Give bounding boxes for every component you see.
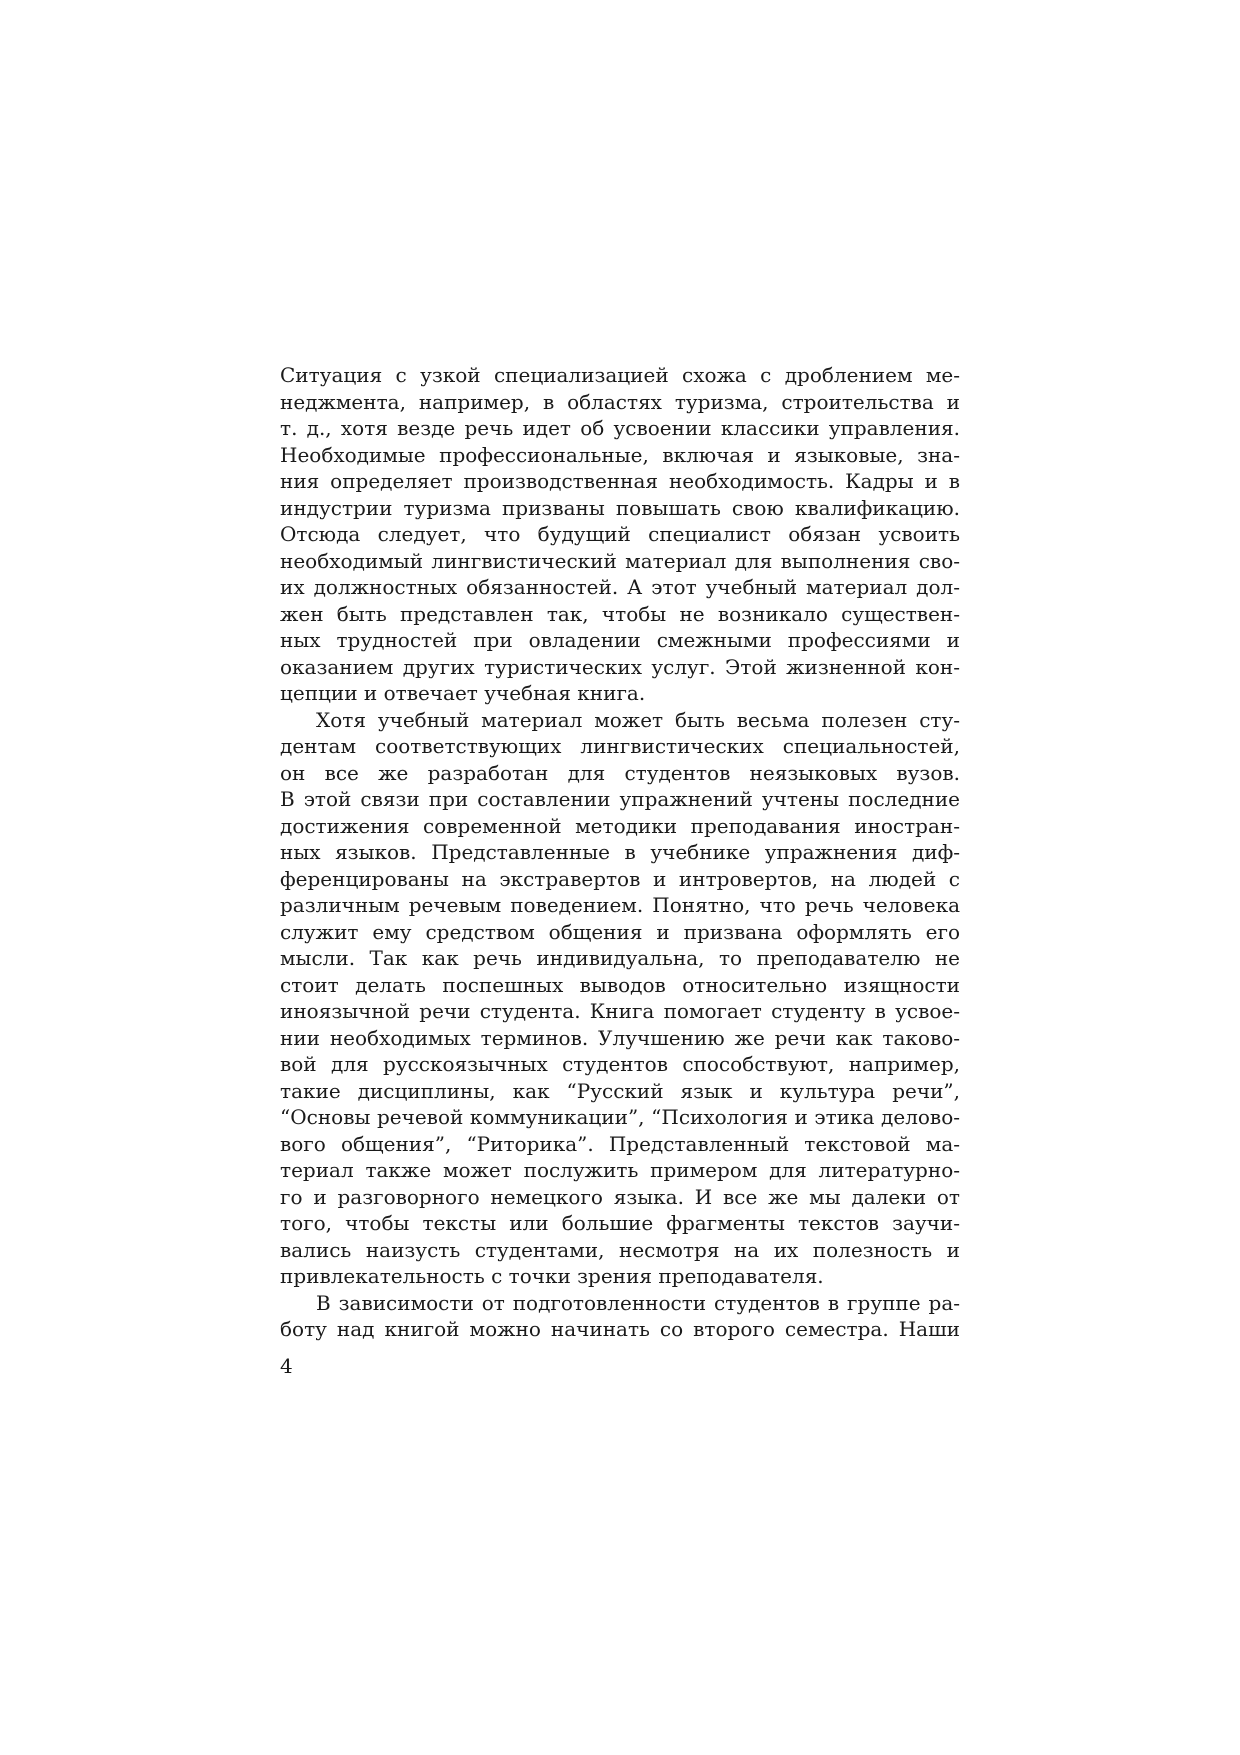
paragraph: [280, 1290, 960, 1343]
text-line: такие дисциплины, как “Русский язык и культура речи”,: [280, 1078, 960, 1103]
text-line: вались наизусть студентами, несмотря на их полезность и: [280, 1237, 960, 1262]
text-line: жен быть представлен так, чтобы не возникало существен-: [280, 601, 960, 626]
text-line: того, чтобы тексты или большие фрагменты текстов заучи-: [280, 1211, 960, 1235]
text-line: ния определяет производственная необходимость. Кадры и в: [280, 469, 960, 493]
text-line: Отсюда следует, что будущий специалист обязан усвоить: [280, 522, 960, 546]
text-line: Необходимые профессиональные, включая и языковые, зна-: [280, 442, 960, 467]
text-line: “Основы речевой коммуникации”, “Психология и этика делово-: [280, 1105, 960, 1129]
text-line: В этой связи при составлении упражнений учтены последние: [280, 787, 960, 811]
text-line: ных языков. Представленные в учебнике упражнения диф-: [280, 840, 960, 864]
text-line: нии необходимых терминов. Улучшению же речи как таково-: [280, 1025, 960, 1050]
text-line: мысли. Так как речь индивидуальна, то преподавателю не: [280, 946, 960, 970]
paragraph: [280, 707, 960, 1290]
text-line: необходимый лингвистический материал для выполнения сво-: [280, 548, 960, 573]
text-line: го и разговорного немецкого языка. И все же мы далеки от: [280, 1184, 960, 1209]
text-line: их должностных обязанностей. А этот учебный материал дол-: [280, 575, 960, 599]
text-line: ференцированы на экстравертов и интровертов, на людей с: [280, 866, 960, 891]
text-line: неджмента, например, в областях туризма, строительства и: [280, 389, 960, 414]
text-line: он все же разработан для студентов неязыковых вузов.: [280, 760, 960, 785]
text-line: вой для русскоязычных студентов способствуют, например,: [280, 1052, 960, 1076]
text-line: стоит делать поспешных выводов относительно изящности: [280, 972, 960, 997]
text-line: различным речевым поведением. Понятно, что речь человека: [280, 893, 960, 917]
text-line: ных трудностей при овладении смежными профессиями и: [280, 628, 960, 652]
text-line: Ситуация с узкой специализацией схожа с дроблением ме-: [280, 363, 960, 387]
text-line: т. д., хотя везде речь идет об усвоении классики управления.: [280, 416, 960, 440]
text-line: привлекательность с точки зрения преподавателя.: [280, 1264, 824, 1288]
body-text: [280, 362, 960, 1343]
text-line: иноязычной речи студента. Книга помогает студенту в усвое-: [280, 999, 960, 1023]
text-line: цепции и отвечает учебная книга.: [280, 681, 646, 705]
text-line: вого общения”, “Риторика”. Представленный текстовой ма-: [280, 1131, 960, 1156]
text-line: оказанием других туристических услуг. Этой жизненной кон-: [280, 654, 960, 679]
text-line: индустрии туризма призваны повышать свою квалификацию.: [280, 495, 960, 520]
page-number: 4: [280, 1354, 293, 1378]
paragraph: [280, 362, 960, 707]
text-line: достижения современной методики преподавания иностран-: [280, 813, 960, 838]
text-line: служит ему средством общения и призвана оформлять его: [280, 919, 960, 944]
text-line: териал также может послужить примером для литературно-: [280, 1158, 960, 1182]
text-line: боту над книгой можно начинать со второго семестра. Наши: [280, 1317, 960, 1341]
text-line: дентам соответствующих лингвистических специальностей,: [280, 734, 960, 758]
text-line: Хотя учебный материал может быть весьма полезен сту-: [316, 707, 960, 732]
text-line: В зависимости от подготовленности студентов в группе ра-: [316, 1290, 960, 1315]
